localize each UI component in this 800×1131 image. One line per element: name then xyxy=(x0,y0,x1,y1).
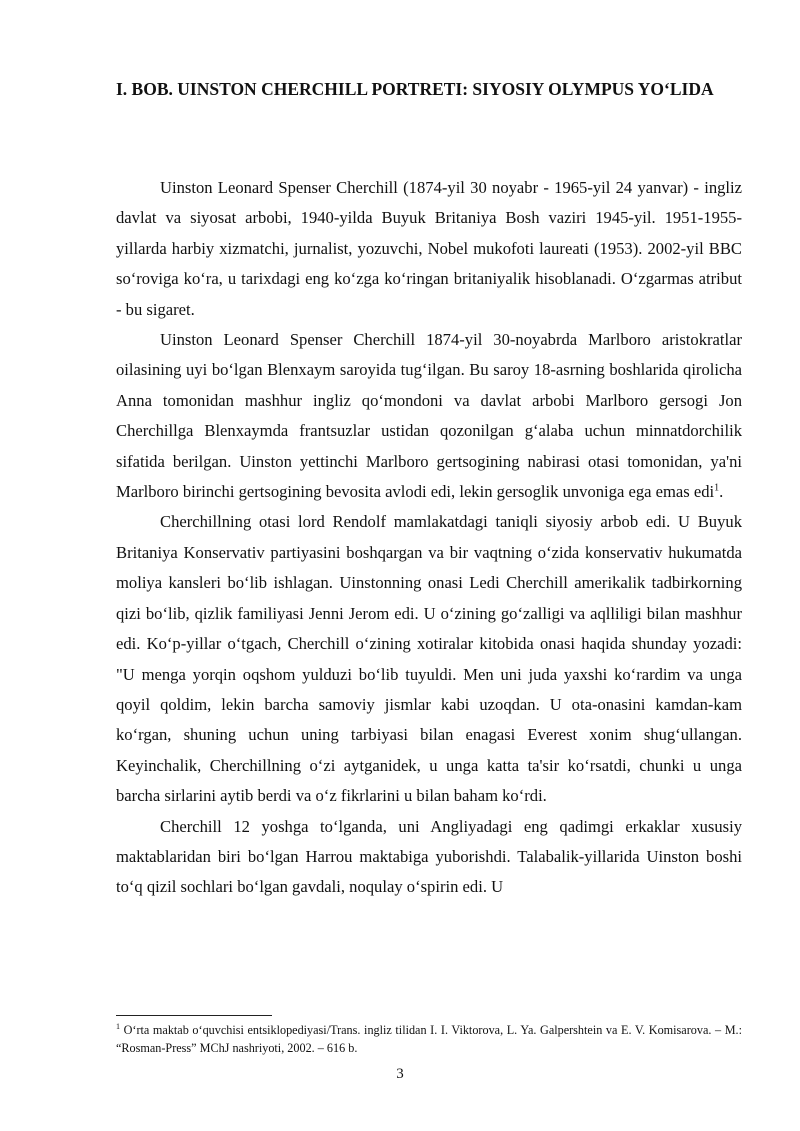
paragraph-2-tail: . xyxy=(719,482,724,502)
footnote-separator xyxy=(116,1015,272,1016)
chapter-heading: I. BOB. UINSTON CHERCHILL PORTRETI: SIYOSIY OLYMPUS YO‘LIDA xyxy=(116,79,714,99)
page-number: 3 xyxy=(396,1066,404,1082)
paragraph-3: Cherchillning otasi lord Rendolf mamlakatdagi taniqli siyosiy arbob edi. U Buyuk Britaniya Konservativ partiyasini boshqargan va bir vaqtning o‘zida konservativ hukumatda moliya kansleri bo‘lib ishlagan. Uinstonning onasi Ledi Cherchill amerikalik tadbirkorning qizi bo‘lib, qizlik familiyasi Jenni Jerom edi. U o‘zining go‘zalligi va aqlliligi bilan mashhur edi. Ko‘p-yillar o‘tgach, Cherchill o‘zining xotiralar kitobida onasi haqida shunday yozadi: "U menga yorqin oqshom yulduzi bo‘lib tuyuldi. Men uni juda yaxshi ko‘rardim va unga qoyil qoldim, lekin barcha samoviy jismlar kabi uzoqdan. U ota-onasini kamdan-kam ko‘rgan, shuning uchun uning tarbiyasi bilan enagasi Everest xonim shug‘ullangan. Keyinchalik, Cherchillning o‘zi aytganidek, u unga katta ta'sir ko‘rsatdi, chunki u unga barcha sirlarini aytib berdi va o‘z fikrlarini u bilan baham ko‘rdi. xyxy=(116,512,742,806)
paragraph-1: Uinston Leonard Spenser Cherchill (1874-yil 30 noyabr - 1965-yil 24 yanvar) - ingliz davlat va siyosat arbobi, 1940-yilda Buyuk Britaniya Bosh vaziri 1945-yil. 1951-1955-yillarda harbiy xizmatchi, jurnalist, yozuvchi, Nobel mukofoti laureati (1953). 2002-yil BBC so‘roviga ko‘ra, u tarixdagi eng ko‘zga ko‘ringan britaniyalik hisoblanadi. O‘zgarmas atribut - bu sigaret. xyxy=(116,178,742,319)
footnote-marker: 1 xyxy=(116,1021,120,1031)
paragraph-2 xyxy=(116,325,742,507)
footnote xyxy=(116,1021,742,1057)
paragraph-2-text: Uinston Leonard Spenser Cherchill 1874-yil 30-noyabrda Marlboro aristokratlar oilasining uyi bo‘lgan Blenxaym saroyida tug‘ilgan. Bu saroy 18-asrning boshlarida qirolicha Anna tomonidan mashhur ingliz qo‘mondoni va davlat arbobi Marlboro gersogi Jon Cherchillga Blenxaymda frantsuzlar ustidan qozonilgan g‘alaba uchun minnatdorchilik sifatida berilgan. Uinston yettinchi Marlboro gertsogining nabirasi otasi tomonidan, ya'ni Marlboro birinchi gertsogining bevosita avlodi edi, lekin gersoglik unvoniga ega emas edi xyxy=(116,330,742,502)
paragraph-4: Cherchill 12 yoshga to‘lganda, uni Angliyadagi eng qadimgi erkaklar xususiy maktablaridan biri bo‘lgan Harrou maktabiga yuborishdi. Talabalik-yillarida Uinston boshi to‘q qizil sochlari bo‘lgan gavdali, noqulay o‘spirin edi. U xyxy=(116,816,742,897)
footnote-text: O‘rta maktab o‘quvchisi entsiklopediyasi/Trans. ingliz tilidan I. I. Viktorova, L. Ya. Galpershtein va E. V. Komisarova. – M.: “Rosman-Press” MChJ nashriyoti, 2002. – 616 b. xyxy=(116,1023,742,1055)
body-text xyxy=(116,173,742,903)
footnote-reference[interactable]: 1 xyxy=(714,482,720,494)
